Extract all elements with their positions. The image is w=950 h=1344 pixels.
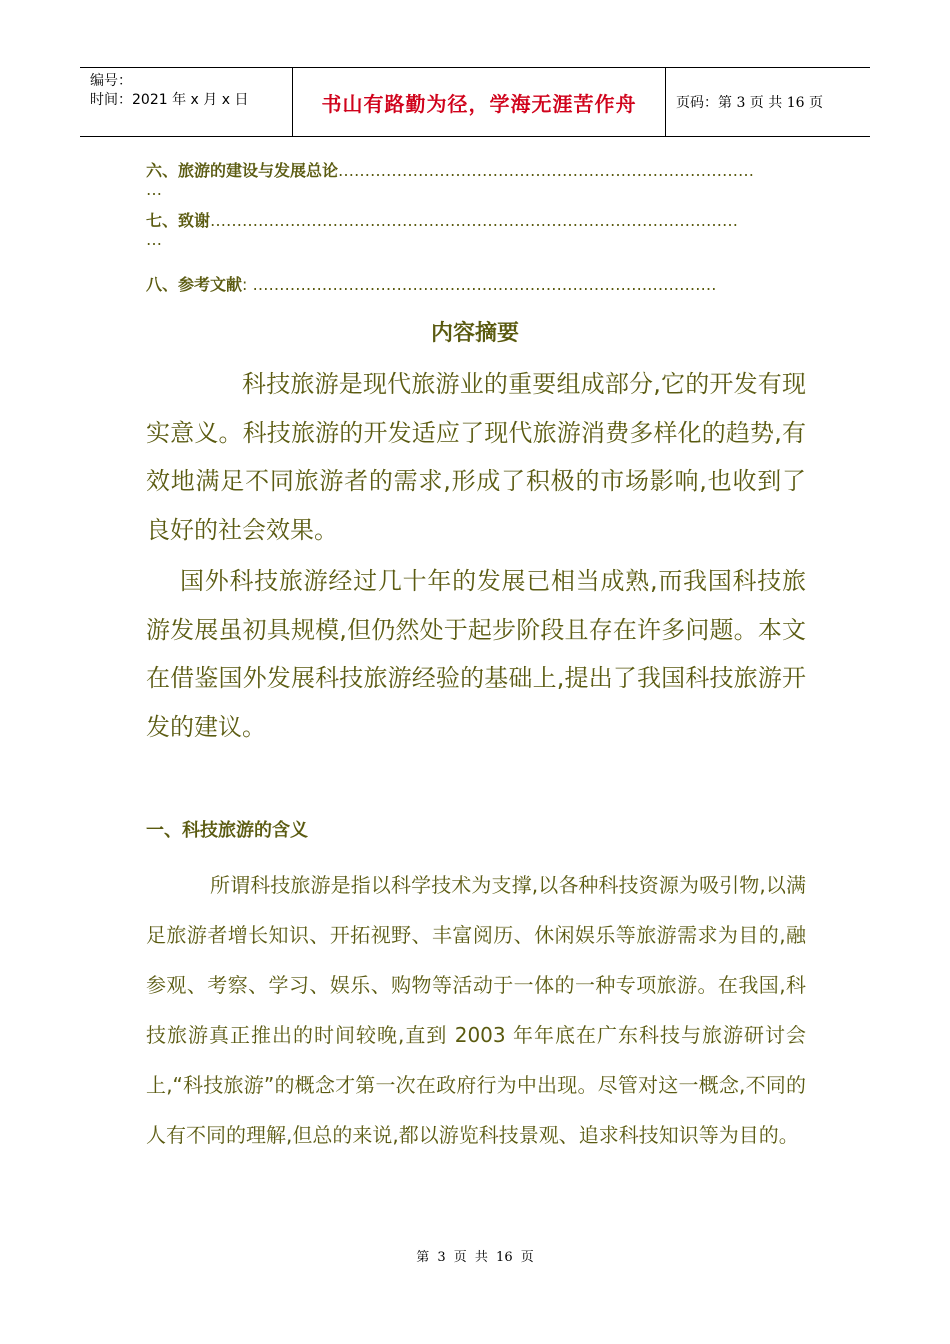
section-body: 所谓科技旅游是指以科学技术为支撑,以各种科技资源为吸引物,以满足旅游者增长知识、开拓视野、丰富阅历、休闲娱乐等旅游需求为目的,融参观、考察、学习、娱乐、购物等活动于一体的一种专项旅游。在我国,科技旅游真正推出的时间较晚,直到 2003 年年底在广东科技与旅游研讨会上,“科技旅游”的概念才第一次在政府行为中出现。尽管对这一概念,不同的人有不同的理解,但总的来说,都以游览科技景观、追求科技知识等为目的。	[146, 873, 806, 1147]
abstract-paragraph-1: 科技旅游是现代旅游业的重要组成部分,它的开发有现实意义。科技旅游的开发适应了现代旅游消费多样化的趋势,有效地满足不同旅游者的需求,形成了积极的市场影响,也收到了良好的社会效果。	[146, 370, 806, 544]
page-footer: 第 3 页 共 16 页	[416, 1250, 534, 1265]
toc-dots: ………………………………………………………………………………………	[210, 211, 739, 230]
page-header	[80, 67, 870, 137]
toc-entry-8[interactable]	[146, 274, 806, 296]
abstract-title: 内容摘要	[430, 321, 519, 346]
section-heading: 一、科技旅游的含义	[146, 820, 308, 841]
header-page-info: 页码：第 3 页 共 16 页	[676, 95, 823, 111]
document-number-label: 编号：	[90, 73, 132, 89]
toc-dots-continued: …	[146, 180, 162, 199]
header-meta	[80, 68, 292, 136]
toc-dots: : ……………………………………………………………………………	[242, 275, 717, 294]
toc-label: 八、参考文献	[146, 275, 243, 294]
abstract-paragraph-2: 国外科技旅游经过几十年的发展已相当成熟,而我国科技旅游发展虽初具规模,但仍然处于起步阶段且存在许多问题。本文在借鉴国外发展科技旅游经验的基础上,提出了我国科技旅游开发的建议。	[146, 567, 806, 741]
toc-entry-6[interactable]	[146, 160, 806, 200]
document-date: 时间：2021 年 x 月 x 日	[90, 92, 249, 108]
toc-label: 六、旅游的建设与发展总论	[146, 161, 339, 180]
toc-dots-continued: …	[146, 230, 162, 249]
header-motto: 书山有路勤为径，学海无涯苦作舟	[292, 68, 666, 136]
toc-dots: ……………………………………………………………………	[338, 161, 755, 180]
toc-label: 七、致谢	[146, 211, 211, 230]
toc-entry-7[interactable]	[146, 210, 806, 250]
